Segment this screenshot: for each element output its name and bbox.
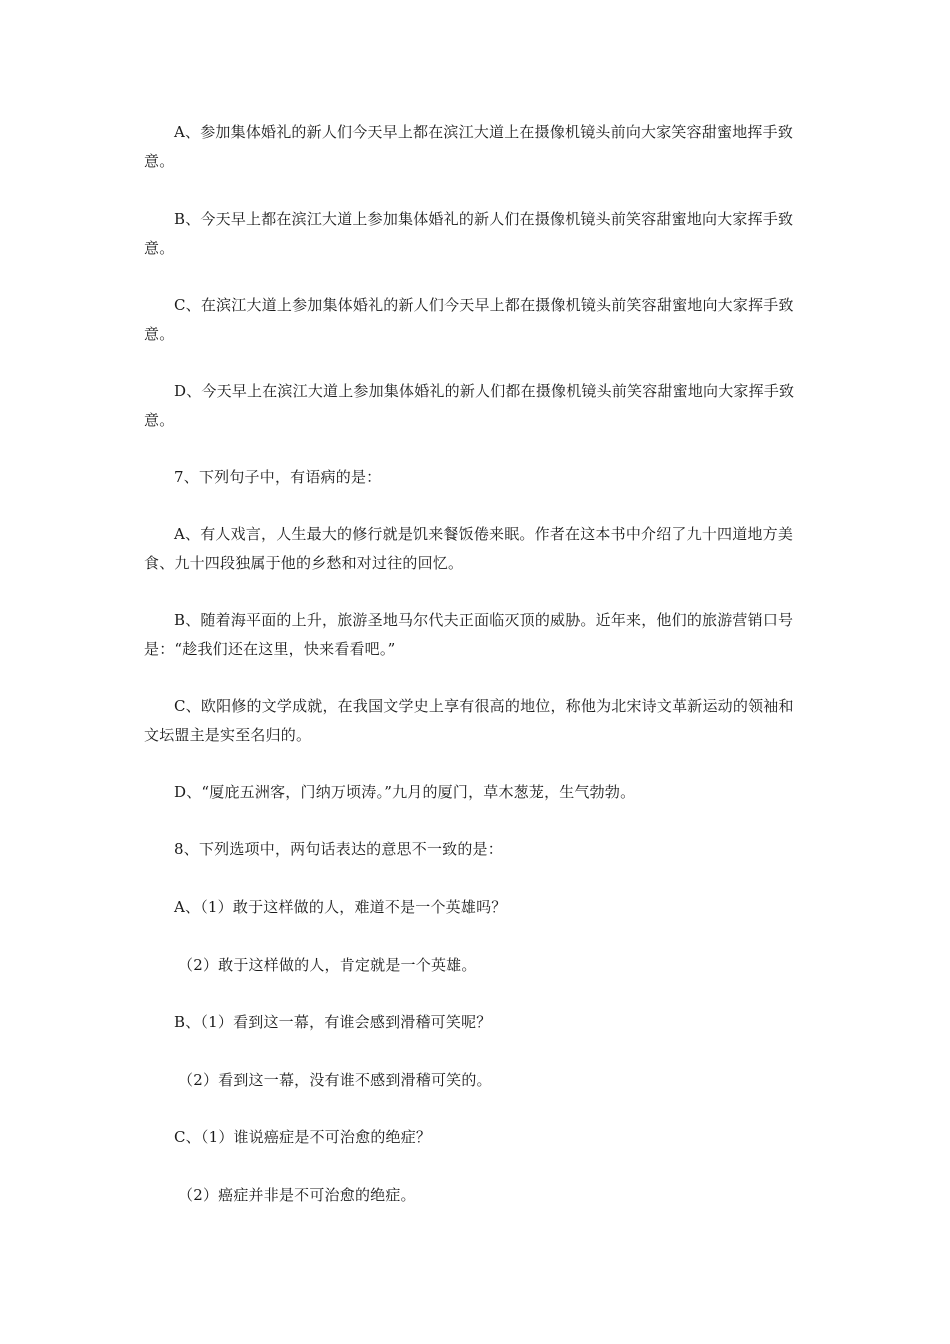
option-8b-1: B、（1）看到这一幕，有谁会感到滑稽可笑呢？ (174, 1013, 492, 1031)
question-7: 7、下列句子中，有语病的是： (174, 468, 382, 486)
option-8a-1: A、（1）敢于这样做的人，难道不是一个英雄吗？ (174, 898, 507, 916)
option-6b: B、今天早上都在滨江大道上参加集体婚礼的新人们在摄像机镜头前笑容甜蜜地向大家挥手致意。 (144, 210, 794, 257)
option-8b-2: （2）看到这一幕，没有谁不感到滑稽可笑的。 (178, 1071, 492, 1089)
option-7c: C、欧阳修的文学成就，在我国文学史上享有很高的地位，称他为北宋诗文革新运动的领袖和文坛盟主是实至名归的。 (144, 697, 794, 744)
option-7b: B、随着海平面的上升，旅游圣地马尔代夫正面临灭顶的威胁。近年来，他们的旅游营销口号是：“趁我们还在这里，快来看看吧。” (144, 611, 794, 658)
option-8a-2: （2）敢于这样做的人，肯定就是一个英雄。 (178, 956, 477, 974)
option-6d: D、今天早上在滨江大道上参加集体婚礼的新人们都在摄像机镜头前笑容甜蜜地向大家挥手致意。 (144, 382, 795, 429)
option-7a: A、有人戏言，人生最大的修行就是饥来餐饭倦来眠。作者在这本书中介绍了九十四道地方美食、九十四段独属于他的乡愁和对过往的回忆。 (144, 525, 794, 572)
option-8c-2: （2）癌症并非是不可治愈的绝症。 (178, 1186, 416, 1204)
option-6c: C、在滨江大道上参加集体婚礼的新人们今天早上都在摄像机镜头前笑容甜蜜地向大家挥手致意。 (144, 296, 794, 343)
option-6a: A、参加集体婚礼的新人们今天早上都在滨江大道上在摄像机镜头前向大家笑容甜蜜地挥手致意。 (144, 123, 794, 170)
option-8c-1: C、（1）谁说癌症是不可治愈的绝症？ (174, 1128, 432, 1146)
option-7d: D、“厦庇五洲客，门纳万顷涛。”九月的厦门，草木葱茏，生气勃勃。 (174, 783, 636, 801)
question-8: 8、下列选项中，两句话表达的意思不一致的是： (174, 840, 503, 858)
